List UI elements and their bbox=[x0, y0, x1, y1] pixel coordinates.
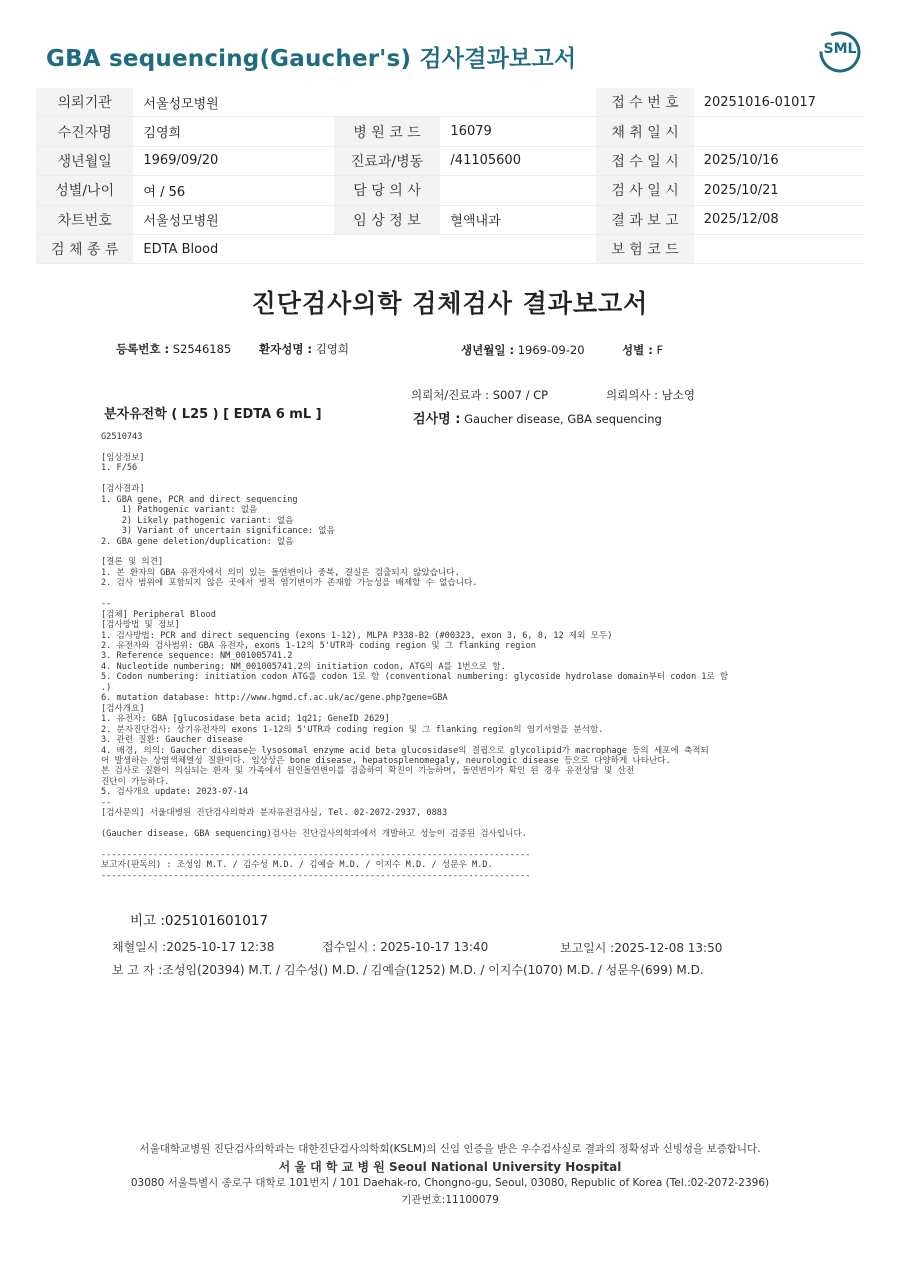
info-row bbox=[36, 88, 864, 117]
report-header-title: GBA sequencing(Gaucher's) 검사결과보고서 bbox=[46, 46, 577, 72]
receipt-datetime: 접수일시 : 2025-10-17 13:40 bbox=[322, 940, 489, 954]
report-line: 2. GBA gene deletion/duplication: 없음 bbox=[101, 536, 294, 547]
registration-number: 등록번호 : S2546185 bbox=[116, 342, 232, 356]
note: 비고 :025101601017 bbox=[130, 913, 268, 929]
report-line: 3) Variant of uncertain significance: 없음 bbox=[101, 526, 335, 537]
report-line: 보고자(판독의) : 조성임 M.T. / 김수성 M.D. / 김예슬 M.D. / 이지수 M.D. / 성문우 M.D. bbox=[101, 860, 493, 871]
info-label: 생년월일 bbox=[36, 146, 133, 175]
info-value: 16079 bbox=[440, 117, 596, 146]
info-value: 혈액내과 bbox=[440, 205, 596, 234]
info-label: 의뢰기관 bbox=[36, 88, 133, 117]
footer-address: 03080 서울특별시 종로구 대학로 101번지 / 101 Daehak-ro, Chongno-gu, Seoul, 03080, Republic of Korea (Tel.:02-2072-2396) bbox=[130, 1177, 770, 1189]
patient-birthdate: 생년월일 : 1969-09-20 bbox=[461, 343, 585, 357]
info-label bbox=[334, 234, 441, 263]
report-line: 4. 배경, 의의: Gaucher disease는 lysosomal enzyme acid beta glucosidase의 결핍으로 glycolipid가 macrophage 등의 세포에 축적되 bbox=[101, 745, 709, 756]
report-line: 4. Nucleotide numbering: NM_001005741.2의 initiation codon, ATG의 A를 1번으로 함. bbox=[101, 661, 506, 672]
footer-org-number: 기관번호:11100079 bbox=[401, 1194, 499, 1206]
info-row bbox=[36, 234, 864, 263]
info-value: 김영희 bbox=[133, 117, 333, 146]
info-label: 임 상 정 보 bbox=[334, 205, 441, 234]
report-line: 5. Codon numbering: initiation codon ATG를 codon 1로 함 (conventional numbering: glycoside hydrolase domain부터 codon 1로 함 bbox=[101, 672, 729, 683]
info-label: 담 당 의 사 bbox=[334, 176, 441, 205]
info-label bbox=[334, 88, 441, 117]
test-name: 검사명 : Gaucher disease, GBA sequencing bbox=[413, 412, 662, 427]
info-value: /41105600 bbox=[440, 146, 596, 175]
report-datetime: 보고일시 :2025-12-08 13:50 bbox=[560, 941, 723, 955]
info-value: 여 / 56 bbox=[133, 176, 333, 205]
info-value: 1969/09/20 bbox=[133, 146, 333, 175]
info-value bbox=[440, 176, 596, 205]
info-value: 서울성모병원 bbox=[133, 88, 333, 117]
report-title: 진단검사의학 검체검사 결과보고서 bbox=[251, 289, 649, 318]
report-line: 1. F/56 bbox=[101, 463, 138, 474]
report-line bbox=[101, 589, 728, 599]
report-line: 1. 본 환자의 GBA 유전자에서 의미 있는 돌연변이나 중복, 결실은 검출되지 않았습니다. bbox=[101, 567, 460, 578]
info-value: 20251016-01017 bbox=[694, 88, 864, 117]
report-line: [검사결과] bbox=[101, 484, 145, 495]
report-body-text bbox=[101, 432, 728, 881]
referring-doctor: 의뢰의사 : 남소영 bbox=[606, 388, 695, 402]
report-line: 2) Likely pathogenic variant: 없음 bbox=[101, 515, 294, 526]
report-line: .) bbox=[101, 682, 112, 693]
info-value: 서울성모병원 bbox=[133, 205, 333, 234]
reporters: 보 고 자 :조성임(20394) M.T. / 김수성() M.D. / 김예슬(1252) M.D. / 이지수(1070) M.D. / 성문우(699) M.D. bbox=[112, 963, 704, 977]
report-line bbox=[101, 547, 728, 557]
report-line: -- bbox=[101, 599, 112, 610]
info-label: 진료과/병동 bbox=[334, 146, 441, 175]
collection-datetime: 채혈일시 :2025-10-17 12:38 bbox=[112, 940, 275, 954]
info-value: 2025/10/16 bbox=[694, 146, 864, 175]
info-row bbox=[36, 176, 864, 205]
report-line: 1. 검사방법: PCR and direct sequencing (exons 1-12), MLPA P338-B2 (#00323, exon 3, 6, 8, 12 제외 모두) bbox=[101, 630, 613, 641]
report-line: 1. GBA gene, PCR and direct sequencing bbox=[101, 494, 298, 505]
info-value bbox=[694, 117, 864, 146]
info-label: 보 험 코 드 bbox=[596, 234, 693, 263]
report-line: [결론 및 의견] bbox=[101, 557, 164, 568]
info-value bbox=[440, 88, 596, 117]
patient-name: 환자성명 : 김영희 bbox=[259, 342, 350, 356]
footer-hospital: 서 울 대 학 교 병 원 Seoul National University Hospital bbox=[278, 1160, 622, 1174]
info-label: 병 원 코 드 bbox=[334, 117, 441, 146]
info-value bbox=[440, 234, 596, 263]
info-value: EDTA Blood bbox=[133, 234, 333, 263]
report-line: 1. 유전자: GBA [glucosidase beta acid; 1q21; GeneID 2629] bbox=[101, 714, 390, 725]
info-label: 검 사 일 시 bbox=[596, 176, 693, 205]
report-line: [임상정보] bbox=[101, 452, 145, 463]
info-label: 차트번호 bbox=[36, 205, 133, 234]
report-line: 2. 유전자와 검사범위: GBA 유전자, exons 1-12의 5'UTR과 coding region 및 그 flanking region bbox=[101, 641, 536, 651]
info-label: 수진자명 bbox=[36, 117, 133, 146]
report-line: 1) Pathogenic variant: 없음 bbox=[101, 505, 258, 516]
info-value bbox=[694, 234, 864, 263]
report-line: 어 발생하는 상염색체열성 질환이다. 임상상은 bone disease, hepatosplenomegaly, neurologic disease 등으로 다양하게 나타난다. bbox=[101, 755, 671, 766]
report-line: 3. Reference sequence: NM_001005741.2 bbox=[101, 651, 293, 662]
report-line: 본 검사로 질환이 의심되는 환자 및 가족에서 원인돌연변이를 검출하여 확진이 가능하며, 돌연변이가 확인 된 경우 유전상담 및 산전 bbox=[101, 766, 635, 777]
report-line: ----------------------------------------------------------------------------------- bbox=[101, 850, 531, 861]
sml-logo-text: SML bbox=[823, 41, 857, 57]
report-line: 6. mutation database: http://www.hgmd.cf.ac.uk/ac/gene.php?gene=GBA bbox=[101, 693, 448, 704]
report-line: 2. 검사 범위에 포함되지 않은 곳에서 병적 염기변이가 존재할 가능성을 배제할 수 없습니다. bbox=[101, 578, 478, 589]
section-title: 분자유전학 ( L25 ) [ EDTA 6 mL ] bbox=[104, 407, 322, 422]
info-row bbox=[36, 117, 864, 146]
report-line: 2. 분자진단검사: 상기유전자의 exons 1-12의 5'UTR과 coding region 및 그 flanking region의 염기서열을 분석함. bbox=[101, 724, 604, 735]
report-line: -- bbox=[101, 797, 112, 808]
report-line: ----------------------------------------------------------------------------------- bbox=[101, 870, 531, 881]
report-line bbox=[101, 474, 728, 484]
report-line: 진단이 가능하다. bbox=[101, 776, 170, 787]
info-value: 2025/12/08 bbox=[694, 205, 864, 234]
patient-info-table bbox=[36, 88, 864, 264]
report-line: [검사방법 및 정보] bbox=[101, 620, 180, 631]
report-line: 5. 검사개요 update: 2023-07-14 bbox=[101, 787, 249, 798]
info-label: 결 과 보 고 bbox=[596, 205, 693, 234]
report-line bbox=[101, 819, 728, 829]
report-line: (Gaucher disease, GBA sequencing)검사는 진단검사의학과에서 개발하고 성능이 검증된 검사입니다. bbox=[101, 829, 527, 840]
report-line bbox=[101, 840, 728, 850]
report-line: [검사문의] 서울대병원 진단검사의학과 분자유전검사실, Tel. 02-2072-2937, 0883 bbox=[101, 808, 448, 819]
info-label: 접 수 번 호 bbox=[596, 88, 693, 117]
report-line: [검사개요] bbox=[101, 703, 145, 714]
info-row bbox=[36, 146, 864, 175]
report-line: 3. 관련 질환: Gaucher disease bbox=[101, 735, 243, 746]
info-label: 검 체 종 류 bbox=[36, 234, 133, 263]
report-line: [검체] Peripheral Blood bbox=[101, 609, 216, 620]
info-label: 접 수 일 시 bbox=[596, 146, 693, 175]
info-label: 채 취 일 시 bbox=[596, 117, 693, 146]
info-label: 성별/나이 bbox=[36, 176, 133, 205]
report-line bbox=[101, 442, 728, 452]
info-value: 2025/10/21 bbox=[694, 176, 864, 205]
info-row bbox=[36, 205, 864, 234]
referring-department: 의뢰처/진료과 : S007 / CP bbox=[411, 388, 549, 402]
patient-sex: 성별 : F bbox=[622, 343, 664, 357]
footer-certification: 서울대학교병원 진단검사의학과는 대한진단검사의학회(KSLM)의 신임 인증을 받은 우수검사실로 결과의 정확성과 신빙성을 보증합니다. bbox=[139, 1143, 761, 1155]
report-line: G2510743 bbox=[101, 432, 143, 442]
